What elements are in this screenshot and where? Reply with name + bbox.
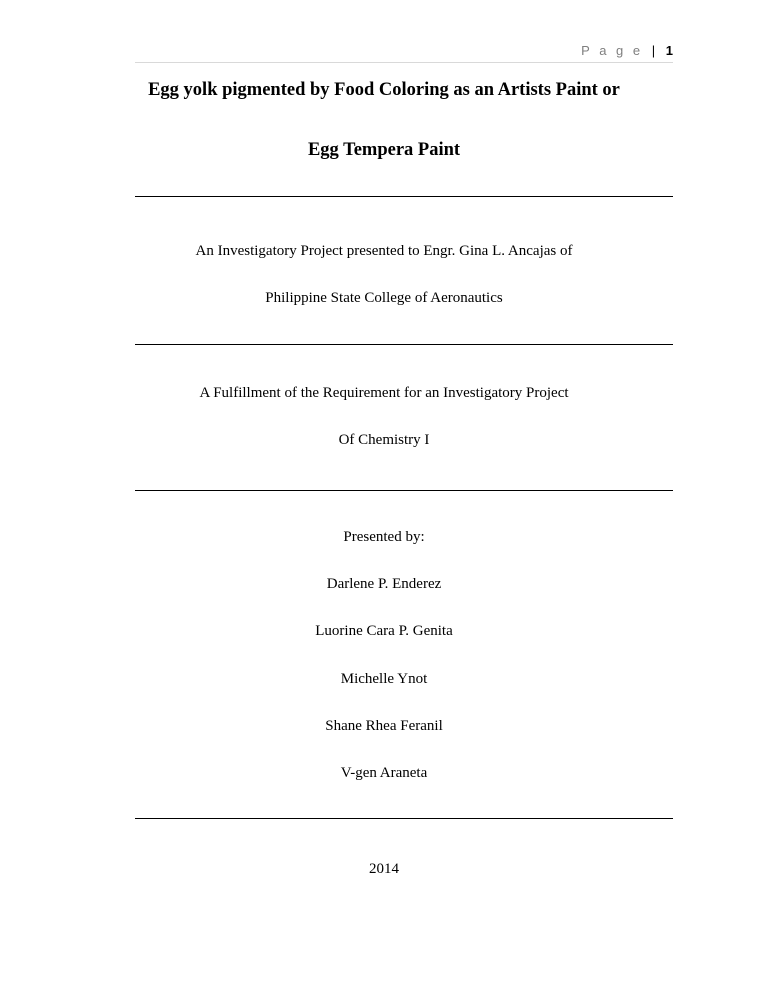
document-title-line-2: Egg Tempera Paint [307,140,461,160]
page-separator: | [651,43,656,58]
divider-2 [135,344,673,345]
page-header [135,42,673,63]
presenter-name: Luorine Cara P. Genita [315,623,453,639]
page-number: 1 [665,43,673,58]
page-number-label [581,43,673,58]
document-title-line-1: Egg yolk pigmented by Food Coloring as an Artists Paint or [148,80,620,100]
presenter-name: Shane Rhea Feranil [325,718,443,734]
presentation-line-1: An Investigatory Project presented to Engr. Gina L. Ancajas of [195,243,573,259]
presenters-heading: Presented by: [343,529,425,545]
year: 2014 [369,861,399,877]
page-word: P a g e [581,43,644,58]
presenter-name: Darlene P. Enderez [326,576,442,592]
divider-1 [135,196,673,197]
presenter-name: Michelle Ynot [340,671,428,687]
presentation-line-2: Philippine State College of Aeronautics [265,290,503,306]
fulfillment-line-1: A Fulfillment of the Requirement for an Investigatory Project [199,385,569,401]
presenter-name: V-gen Araneta [340,765,428,781]
fulfillment-line-2: Of Chemistry I [338,432,430,448]
divider-4 [135,818,673,819]
divider-3 [135,490,673,491]
